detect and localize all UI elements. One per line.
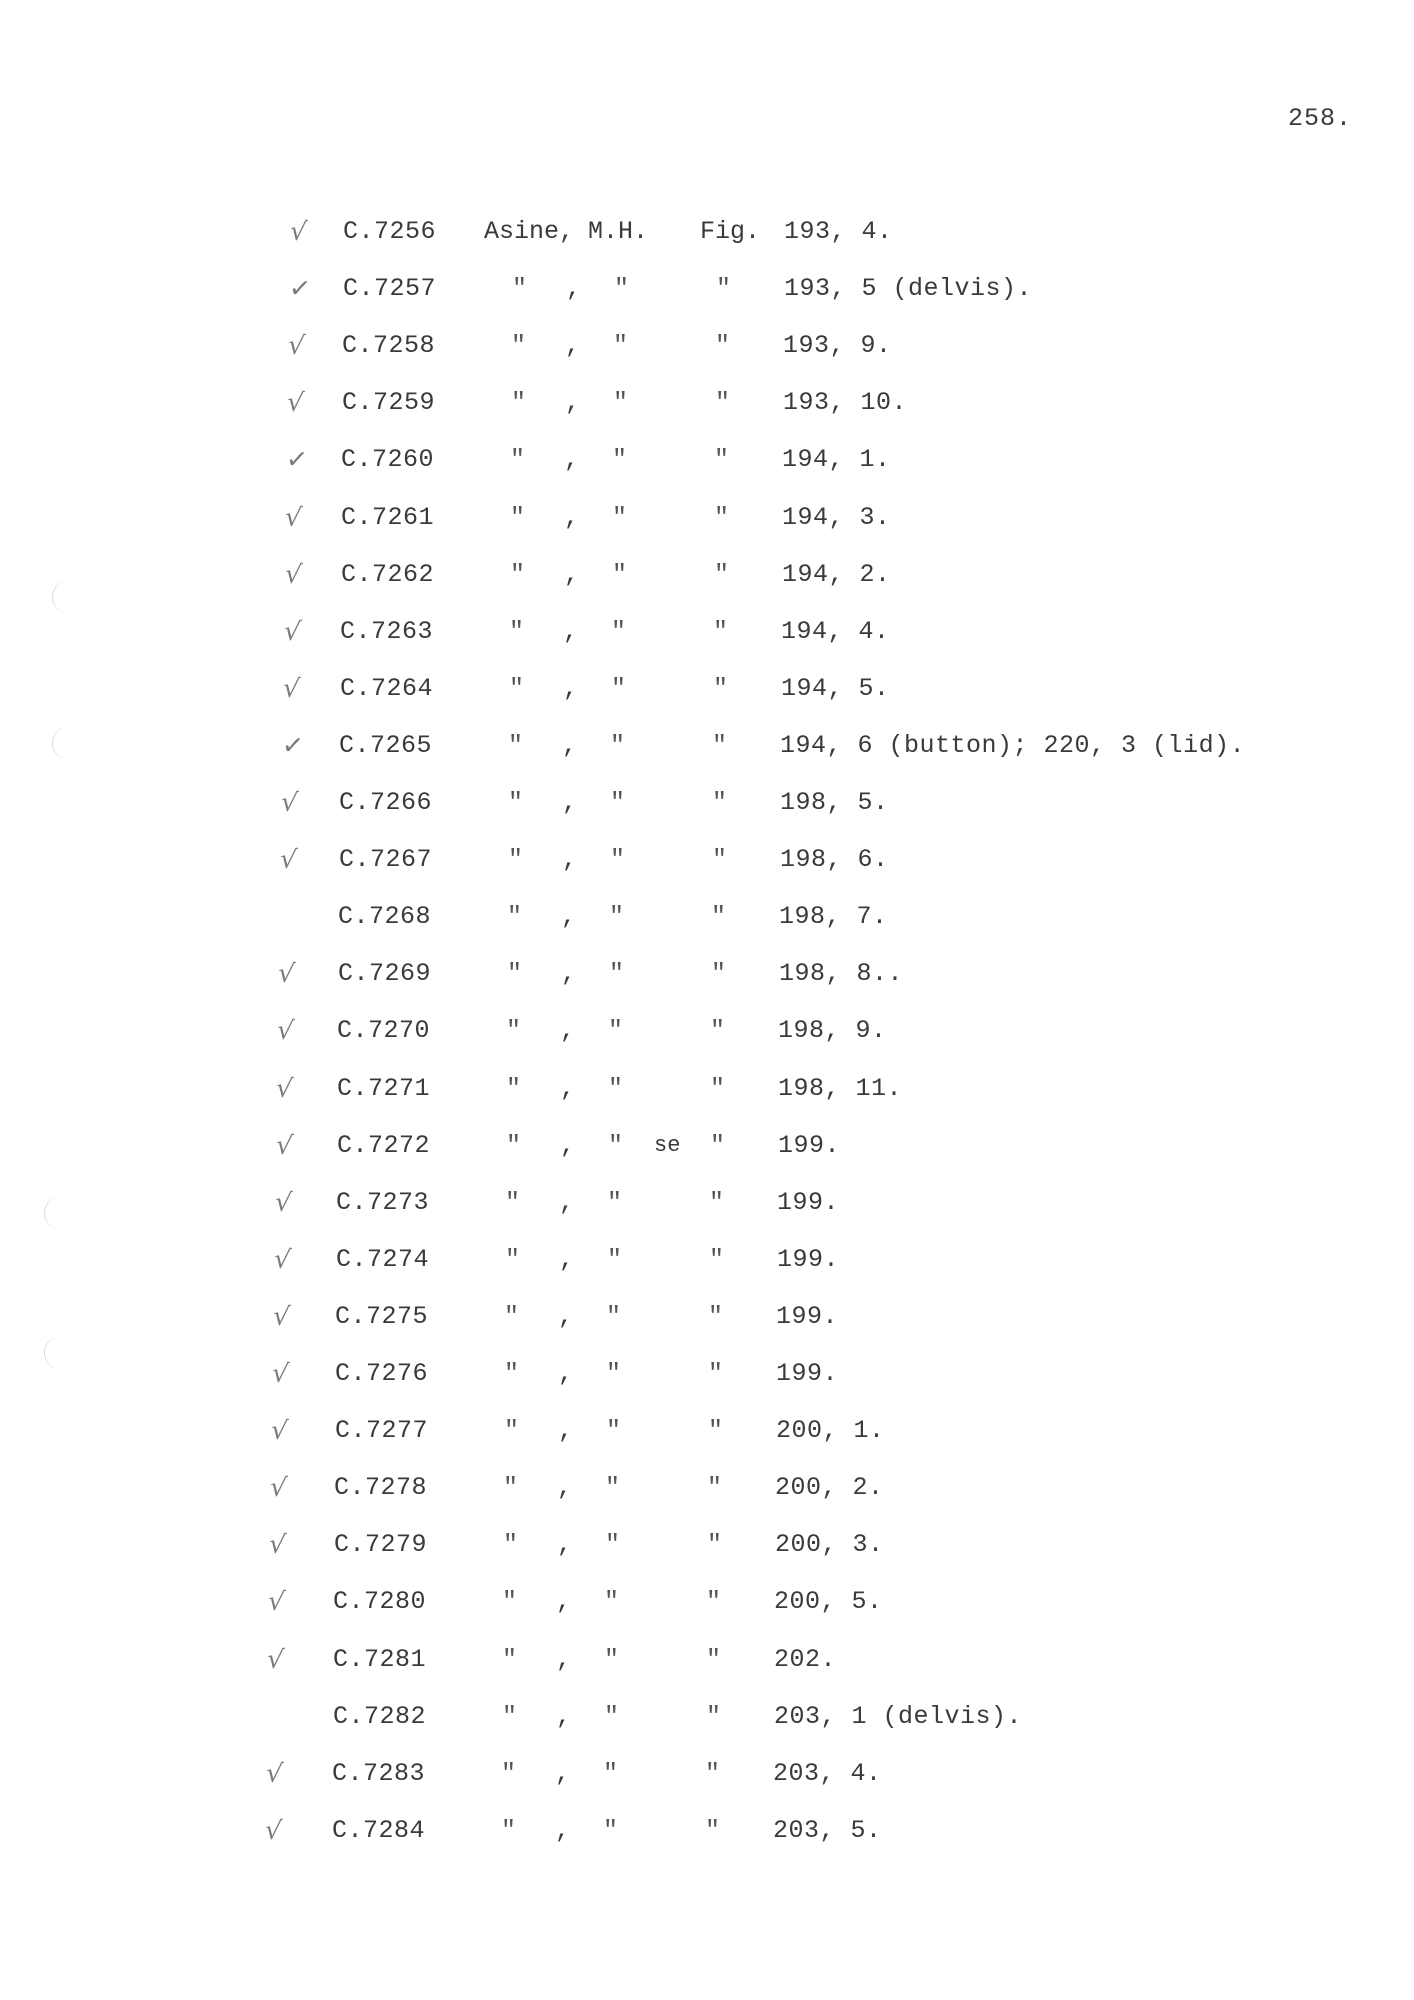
check-mark-icon: ✓ bbox=[280, 729, 306, 762]
ditto-mark: " bbox=[713, 616, 729, 646]
comma: , bbox=[566, 274, 582, 304]
ditto-mark: " bbox=[508, 730, 524, 760]
ledger-row bbox=[0, 1811, 1414, 1851]
comma: , bbox=[565, 388, 581, 418]
check-mark-icon: √ bbox=[267, 1529, 288, 1562]
figure-reference: 194, 5. bbox=[781, 673, 890, 703]
ledger-row bbox=[0, 555, 1414, 595]
figure-reference: 198, 7. bbox=[779, 902, 888, 932]
figure-reference: 193, 10. bbox=[783, 388, 908, 418]
catalog-number: C.7281 bbox=[333, 1644, 427, 1674]
check-mark-icon: √ bbox=[270, 1358, 291, 1390]
ditto-mark: " bbox=[512, 274, 528, 304]
ledger-row bbox=[0, 383, 1414, 423]
figure-reference: 193, 5 (delvis). bbox=[784, 274, 1033, 304]
comma: , bbox=[561, 959, 577, 989]
figure-reference: 194, 6 (button); 220, 3 (lid). bbox=[780, 730, 1246, 760]
ledger-row bbox=[0, 726, 1414, 766]
figure-reference: 193, 4. bbox=[784, 217, 893, 246]
catalog-number: C.7265 bbox=[339, 730, 433, 760]
check-mark-icon: √ bbox=[288, 216, 309, 248]
ditto-mark: " bbox=[706, 1587, 722, 1617]
ditto-mark: " bbox=[712, 788, 728, 817]
ledger-row bbox=[0, 1754, 1414, 1794]
figure-reference: 200, 2. bbox=[775, 1473, 884, 1503]
catalog-number: C.7271 bbox=[337, 1073, 431, 1103]
ledger-row bbox=[0, 1697, 1414, 1737]
figure-reference: 203, 1 (delvis). bbox=[774, 1701, 1023, 1731]
ledger-row bbox=[0, 954, 1414, 994]
comma: , bbox=[556, 1701, 572, 1731]
comma: , bbox=[555, 1758, 571, 1788]
ditto-mark: " bbox=[714, 502, 730, 532]
check-mark-icon: √ bbox=[264, 1757, 285, 1790]
ditto-mark: " bbox=[508, 845, 524, 875]
catalog-number: C.7262 bbox=[341, 559, 435, 589]
ditto-mark: " bbox=[603, 1815, 619, 1845]
ditto-mark: " bbox=[607, 1187, 623, 1217]
ditto-mark: " bbox=[715, 331, 731, 361]
ditto-mark: " bbox=[504, 1359, 520, 1388]
comma: , bbox=[562, 845, 578, 875]
comma: , bbox=[556, 1587, 572, 1617]
check-mark-icon: √ bbox=[276, 958, 297, 991]
comma: , bbox=[565, 331, 581, 361]
figure-reference: 198, 9. bbox=[778, 1016, 887, 1046]
catalog-number: C.7259 bbox=[342, 388, 436, 418]
comma: , bbox=[564, 502, 580, 532]
comma: , bbox=[562, 788, 578, 817]
ledger-row bbox=[0, 783, 1414, 823]
comma: , bbox=[561, 902, 577, 932]
ditto-mark: " bbox=[506, 1130, 522, 1160]
catalog-number: C.7267 bbox=[339, 845, 433, 875]
page-number: 258. bbox=[1288, 104, 1353, 133]
ditto-mark: " bbox=[510, 445, 526, 475]
ledger-row bbox=[0, 440, 1414, 480]
ditto-mark: " bbox=[508, 788, 524, 817]
figure-reference: 199. bbox=[776, 1359, 839, 1388]
check-mark-icon: √ bbox=[278, 844, 299, 876]
ditto-mark: " bbox=[611, 673, 627, 703]
ditto-mark: " bbox=[716, 274, 732, 304]
catalog-number: C.7282 bbox=[333, 1701, 427, 1731]
comma: , bbox=[557, 1530, 573, 1560]
ditto-mark: " bbox=[502, 1644, 518, 1674]
ditto-mark: " bbox=[706, 1701, 722, 1731]
catalog-number: C.7256 bbox=[343, 217, 437, 246]
catalog-number: C.7264 bbox=[340, 673, 434, 703]
check-mark-icon: √ bbox=[263, 1815, 284, 1847]
ditto-mark: " bbox=[604, 1701, 620, 1731]
check-mark-icon: √ bbox=[279, 787, 300, 819]
ledger-row bbox=[0, 1240, 1414, 1280]
comma: , bbox=[563, 616, 579, 646]
ditto-mark: " bbox=[501, 1815, 517, 1845]
ditto-mark: " bbox=[712, 730, 728, 760]
ditto-mark: " bbox=[714, 559, 730, 589]
ledger-row bbox=[0, 612, 1414, 652]
catalog-number: C.7266 bbox=[339, 788, 433, 817]
ditto-mark: " bbox=[710, 1130, 726, 1160]
comma: , bbox=[564, 445, 580, 475]
ditto-mark: " bbox=[610, 730, 626, 760]
ditto-mark: " bbox=[707, 1473, 723, 1503]
ditto-mark: " bbox=[705, 1815, 721, 1845]
ledger-row bbox=[0, 840, 1414, 880]
ditto-mark: " bbox=[710, 1016, 726, 1046]
ditto-mark: " bbox=[613, 331, 629, 361]
check-mark-icon: √ bbox=[283, 501, 304, 534]
ditto-mark: " bbox=[503, 1530, 519, 1560]
ditto-mark: " bbox=[709, 1187, 725, 1217]
ditto-mark: " bbox=[609, 902, 625, 932]
ditto-mark: " bbox=[713, 673, 729, 703]
ledger-row bbox=[0, 1069, 1414, 1109]
ledger-row bbox=[0, 1411, 1414, 1451]
ditto-mark: " bbox=[505, 1244, 521, 1274]
check-mark-icon: √ bbox=[271, 1301, 292, 1333]
ditto-mark: " bbox=[608, 1130, 624, 1160]
ditto-mark: " bbox=[705, 1758, 721, 1788]
comma: , bbox=[555, 1815, 571, 1845]
ditto-mark: " bbox=[715, 388, 731, 418]
ditto-mark: " bbox=[511, 388, 527, 418]
ledger-row bbox=[0, 1011, 1414, 1051]
ledger-row bbox=[0, 1582, 1414, 1622]
comma: , bbox=[564, 559, 580, 589]
catalog-number: C.7277 bbox=[335, 1416, 429, 1446]
catalog-number: C.7269 bbox=[338, 959, 432, 989]
catalog-number: C.7257 bbox=[343, 274, 437, 304]
ditto-mark: " bbox=[608, 1073, 624, 1103]
comma: , bbox=[558, 1359, 574, 1388]
ledger-row bbox=[0, 212, 1414, 252]
figure-reference: 203, 4. bbox=[773, 1758, 882, 1788]
check-mark-icon: √ bbox=[285, 387, 306, 420]
ditto-mark: " bbox=[502, 1701, 518, 1731]
ditto-mark: " bbox=[605, 1473, 621, 1503]
ditto-mark: " bbox=[706, 1644, 722, 1674]
catalog-number: C.7261 bbox=[341, 502, 435, 532]
figure-reference: 199. bbox=[776, 1301, 839, 1331]
ditto-mark: " bbox=[708, 1359, 724, 1388]
catalog-number: C.7276 bbox=[335, 1359, 429, 1388]
figure-reference: 198, 11. bbox=[778, 1073, 903, 1103]
ditto-mark: " bbox=[612, 559, 628, 589]
ditto-mark: " bbox=[604, 1644, 620, 1674]
ditto-mark: " bbox=[506, 1016, 522, 1046]
comma: , bbox=[559, 1187, 575, 1217]
figure-reference: 199. bbox=[777, 1244, 840, 1274]
ditto-mark: " bbox=[503, 1473, 519, 1503]
figure-reference: 199. bbox=[777, 1187, 840, 1217]
check-mark-icon: √ bbox=[283, 558, 304, 591]
ditto-mark: " bbox=[504, 1301, 520, 1331]
ditto-mark: " bbox=[707, 1530, 723, 1560]
check-mark-icon: √ bbox=[265, 1643, 286, 1676]
ditto-mark: " bbox=[504, 1416, 520, 1446]
ditto-mark: " bbox=[603, 1758, 619, 1788]
check-mark-icon: √ bbox=[286, 330, 307, 362]
figure-reference: 202. bbox=[774, 1644, 837, 1674]
check-mark-icon: ✓ bbox=[287, 273, 313, 306]
figure-reference: 198, 5. bbox=[780, 788, 889, 817]
check-mark-icon: ✓ bbox=[284, 444, 310, 477]
catalog-number: C.7275 bbox=[335, 1301, 429, 1331]
ditto-mark: " bbox=[610, 845, 626, 875]
catalog-number: C.7270 bbox=[337, 1016, 431, 1046]
check-mark-icon: √ bbox=[272, 1244, 293, 1276]
ledger-row bbox=[0, 669, 1414, 709]
ditto-mark: " bbox=[708, 1301, 724, 1331]
ditto-mark: " bbox=[606, 1416, 622, 1446]
ditto-mark: " bbox=[606, 1359, 622, 1388]
figure-reference: 198, 8.. bbox=[779, 959, 904, 989]
ledger-row bbox=[0, 498, 1414, 538]
catalog-number: C.7284 bbox=[332, 1815, 426, 1845]
figure-reference: 194, 3. bbox=[782, 502, 891, 532]
ditto-mark: " bbox=[710, 1073, 726, 1103]
figure-reference: 199. bbox=[778, 1130, 841, 1160]
ditto-mark: " bbox=[610, 788, 626, 817]
ditto-mark: " bbox=[606, 1301, 622, 1331]
author-initials: M.H. bbox=[588, 217, 649, 246]
figure-reference: 194, 1. bbox=[782, 445, 891, 475]
comma: , bbox=[558, 1301, 574, 1331]
ditto-mark: " bbox=[708, 1416, 724, 1446]
site-name: Asine, bbox=[484, 217, 575, 246]
ledger-row bbox=[0, 269, 1414, 309]
ditto-mark: " bbox=[507, 959, 523, 989]
fig-label: Fig. bbox=[700, 217, 761, 246]
comma: , bbox=[556, 1644, 572, 1674]
catalog-number: C.7258 bbox=[342, 331, 436, 361]
ditto-mark: " bbox=[712, 845, 728, 875]
ledger-row bbox=[0, 897, 1414, 937]
comma: , bbox=[560, 1016, 576, 1046]
figure-reference: 200, 5. bbox=[774, 1587, 883, 1617]
catalog-number: C.7272 bbox=[337, 1130, 431, 1160]
comma: , bbox=[557, 1473, 573, 1503]
check-mark-icon: √ bbox=[274, 1129, 295, 1162]
comma: , bbox=[560, 1130, 576, 1160]
ledger-row bbox=[0, 1126, 1414, 1166]
ditto-mark: " bbox=[604, 1587, 620, 1617]
comma: , bbox=[563, 673, 579, 703]
ditto-mark: " bbox=[711, 959, 727, 989]
ledger-row bbox=[0, 1354, 1414, 1394]
ditto-mark: " bbox=[714, 445, 730, 475]
check-mark-icon: √ bbox=[282, 615, 303, 648]
ledger-row bbox=[0, 1297, 1414, 1337]
catalog-number: C.7268 bbox=[338, 902, 432, 932]
check-mark-icon: √ bbox=[273, 1186, 294, 1219]
se-note: se bbox=[654, 1132, 681, 1158]
ditto-mark: " bbox=[509, 616, 525, 646]
check-mark-icon: √ bbox=[275, 1015, 296, 1048]
ditto-mark: " bbox=[612, 445, 628, 475]
figure-reference: 193, 9. bbox=[783, 331, 892, 361]
catalog-number: C.7263 bbox=[340, 616, 434, 646]
ditto-mark: " bbox=[509, 673, 525, 703]
ditto-mark: " bbox=[510, 559, 526, 589]
ledger-row bbox=[0, 1468, 1414, 1508]
check-mark-icon: √ bbox=[281, 673, 302, 705]
catalog-number: C.7278 bbox=[334, 1473, 428, 1503]
comma: , bbox=[559, 1244, 575, 1274]
figure-reference: 203, 5. bbox=[773, 1815, 882, 1845]
ledger-row bbox=[0, 1640, 1414, 1680]
ditto-mark: " bbox=[605, 1530, 621, 1560]
ditto-mark: " bbox=[501, 1758, 517, 1788]
catalog-number: C.7274 bbox=[336, 1244, 430, 1274]
catalog-number: C.7280 bbox=[333, 1587, 427, 1617]
comma: , bbox=[562, 730, 578, 760]
catalog-number: C.7260 bbox=[341, 445, 435, 475]
ditto-mark: " bbox=[608, 1016, 624, 1046]
ditto-mark: " bbox=[611, 616, 627, 646]
ditto-mark: " bbox=[505, 1187, 521, 1217]
ditto-mark: " bbox=[614, 274, 630, 304]
ditto-mark: " bbox=[507, 902, 523, 932]
ditto-mark: " bbox=[607, 1244, 623, 1274]
ledger-row bbox=[0, 1183, 1414, 1223]
ditto-mark: " bbox=[711, 902, 727, 932]
comma: , bbox=[558, 1416, 574, 1446]
ditto-mark: " bbox=[502, 1587, 518, 1617]
comma: , bbox=[560, 1073, 576, 1103]
figure-reference: 194, 4. bbox=[781, 616, 890, 646]
ditto-mark: " bbox=[511, 331, 527, 361]
ditto-mark: " bbox=[709, 1244, 725, 1274]
check-mark-icon: √ bbox=[269, 1415, 290, 1447]
figure-reference: 200, 1. bbox=[776, 1416, 885, 1446]
check-mark-icon: √ bbox=[274, 1072, 295, 1105]
figure-reference: 198, 6. bbox=[780, 845, 889, 875]
check-mark-icon: √ bbox=[268, 1472, 289, 1504]
ledger-row bbox=[0, 326, 1414, 366]
figure-reference: 200, 3. bbox=[775, 1530, 884, 1560]
catalog-number: C.7283 bbox=[332, 1758, 426, 1788]
ditto-mark: " bbox=[609, 959, 625, 989]
figure-reference: 194, 2. bbox=[782, 559, 891, 589]
ditto-mark: " bbox=[613, 388, 629, 418]
catalog-number: C.7273 bbox=[336, 1187, 430, 1217]
ditto-mark: " bbox=[510, 502, 526, 532]
check-mark-icon: √ bbox=[266, 1586, 287, 1619]
ditto-mark: " bbox=[506, 1073, 522, 1103]
ledger-row bbox=[0, 1525, 1414, 1565]
catalog-number: C.7279 bbox=[334, 1530, 428, 1560]
ditto-mark: " bbox=[612, 502, 628, 532]
